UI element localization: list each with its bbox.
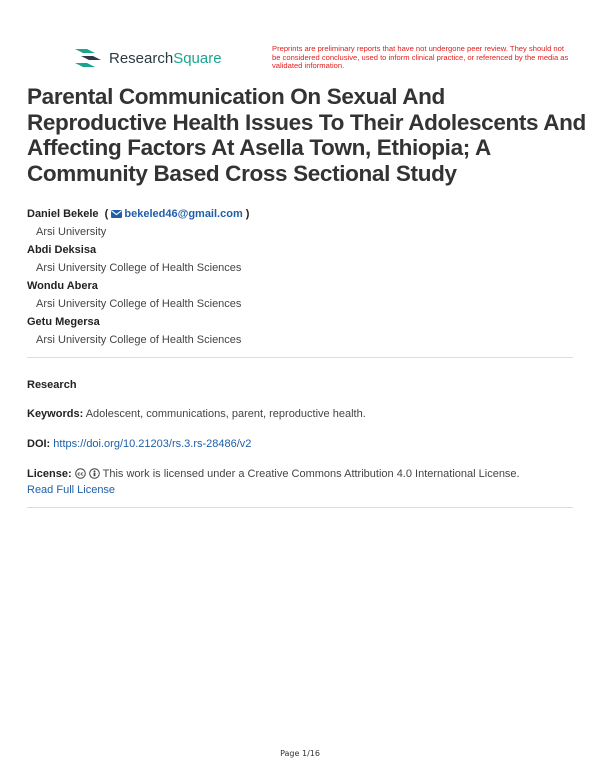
author-affiliation: Arsi University College of Health Sciences	[36, 334, 242, 346]
article-type-label: Research	[27, 379, 77, 391]
page-number: Page 1/16	[280, 749, 320, 758]
license-row	[27, 466, 577, 498]
preprint-notice: Preprints are preliminary reports that have not undergone peer review. They should not be considered conclusive, used to inform clinical practice, or referenced by the media as validated information.	[272, 44, 569, 71]
divider	[27, 357, 573, 358]
author-name: Wondu Abera	[27, 280, 98, 292]
author-affiliation: Arsi University College of Health Sciences	[36, 262, 242, 274]
license-text: This work is licensed under a Creative Commons Attribution 4.0 International License.	[102, 468, 520, 480]
author-name: Getu Megersa	[27, 316, 100, 328]
by-icon	[89, 468, 100, 479]
author-affiliation: Arsi University College of Health Sciences	[36, 298, 242, 310]
divider	[27, 507, 573, 508]
keywords-label: Keywords:	[27, 408, 84, 420]
author-list	[27, 207, 587, 351]
doi-link[interactable]: https://doi.org/10.21203/rs.3.rs-28486/v2	[53, 438, 252, 450]
author-affiliation: Arsi University	[36, 226, 107, 238]
author-name: Abdi Deksisa	[27, 244, 97, 256]
read-full-license-link[interactable]: Read Full License	[27, 484, 116, 496]
logo-text-research: Research	[109, 49, 174, 67]
logo-text	[109, 50, 222, 67]
research-square-logo-icon	[73, 48, 103, 68]
doi-label: DOI:	[27, 438, 51, 450]
keywords-value: Adolescent, communications, parent, reproductive health.	[85, 408, 366, 420]
doi-row	[27, 436, 577, 452]
author-name	[27, 207, 587, 225]
logo-text-square: Square	[173, 49, 222, 67]
author-name-text: Daniel Bekele	[27, 208, 99, 220]
envelope-icon	[111, 210, 122, 218]
author-email-group: ( bekeled46@gmail.com )	[101, 208, 250, 220]
svg-text:cc: cc	[77, 471, 84, 478]
license-label: License:	[27, 468, 72, 480]
keywords-row	[27, 406, 577, 422]
article-type	[27, 377, 577, 393]
author-email-link[interactable]: bekeled46@gmail.com	[124, 208, 243, 220]
paper-title: Parental Communication On Sexual And Reproductive Health Issues To Their Adolescents And Affecting Factors At Asella Town, Ethiopia; A Community Based Cross Sectional Study	[27, 84, 586, 186]
research-square-logo[interactable]	[73, 48, 222, 68]
cc-icon	[75, 468, 86, 479]
